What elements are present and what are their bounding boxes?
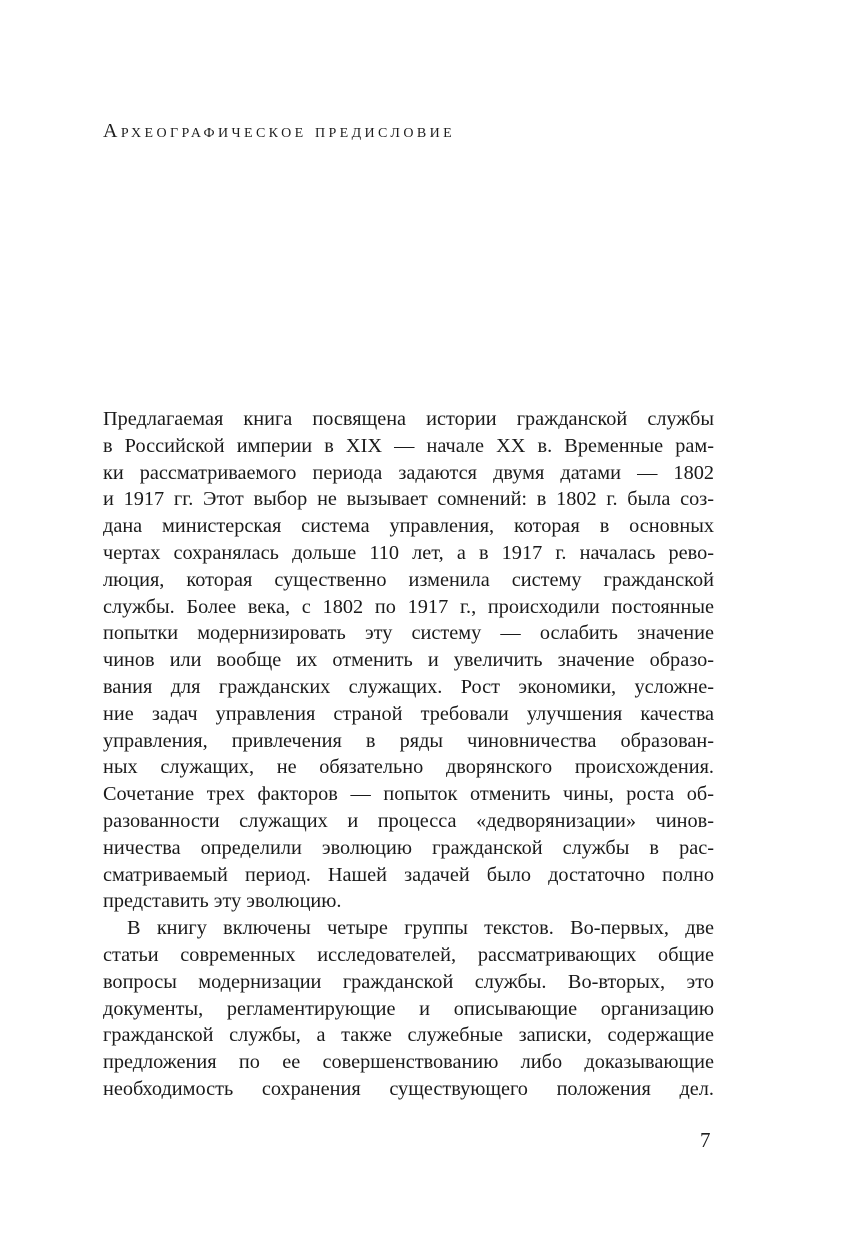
text-line: чинов или вообще их отменить и увеличить значение образо- — [103, 649, 714, 672]
text-line: дана министерская система управления, которая в основных — [103, 515, 714, 538]
text-line: сматриваемый период. Нашей задачей было достаточно полно — [103, 863, 714, 886]
text-line: ничества определили эволюцию гражданской службы в рас- — [103, 836, 714, 859]
text-line: разованности служащих и процесса «дедворянизации» чинов- — [103, 809, 714, 832]
text-line: ных служащих, не обязательно дворянского происхождения. — [103, 756, 714, 779]
text-line: В книгу включены четыре группы текстов. Во-первых, две — [127, 917, 714, 940]
text-line: ние задач управления страной требовали улучшения качества — [103, 702, 714, 725]
text-line: службы. Более века, с 1802 по 1917 г., происходили постоянные — [103, 595, 714, 618]
body-text — [103, 406, 714, 1103]
text-line: статьи современных исследователей, рассматривающих общие — [103, 943, 714, 966]
text-line: управления, привлечения в ряды чиновничества образован- — [103, 729, 714, 752]
text-line: вопросы модернизации гражданской службы. Во-вторых, это — [103, 970, 714, 993]
text-line: Предлагаемая книга посвящена истории гражданской службы — [103, 408, 714, 430]
text-line: гражданской службы, а также служебные записки, содержащие — [103, 1024, 714, 1047]
text-line: попытки модернизировать эту систему — ослабить значение — [103, 622, 714, 645]
text-line: чертах сохранялась дольше 110 лет, а в 1917 г. началась рево- — [103, 541, 714, 564]
page-number: 7 — [700, 1128, 711, 1152]
text-line: люция, которая существенно изменила систему гражданской — [103, 568, 714, 591]
text-line: и 1917 гг. Этот выбор не вызывает сомнений: в 1802 г. была соз- — [103, 488, 714, 511]
text-line: Сочетание трех факторов — попыток отменить чины, роста об- — [103, 783, 714, 806]
paragraph-1 — [103, 406, 714, 915]
text-line: необходимость сохранения существующего положения дел. — [103, 1077, 714, 1100]
text-line: ки рассматриваемого периода задаются двумя датами — 1802 — [103, 461, 714, 484]
text-line: документы, регламентирующие и описывающие организацию — [103, 997, 714, 1020]
text-line: в Российской империи в XIX — начале XX в. Временные рам- — [103, 434, 714, 457]
text-line: предложения по ее совершенствованию либо доказывающие — [103, 1051, 714, 1074]
text-line: вания для гражданских служащих. Рост экономики, усложне- — [103, 675, 714, 698]
page-title: Археографическое предисловие — [103, 120, 456, 142]
text-line: представить эту эволюцию. — [103, 890, 342, 913]
paragraph-2 — [103, 915, 714, 1103]
